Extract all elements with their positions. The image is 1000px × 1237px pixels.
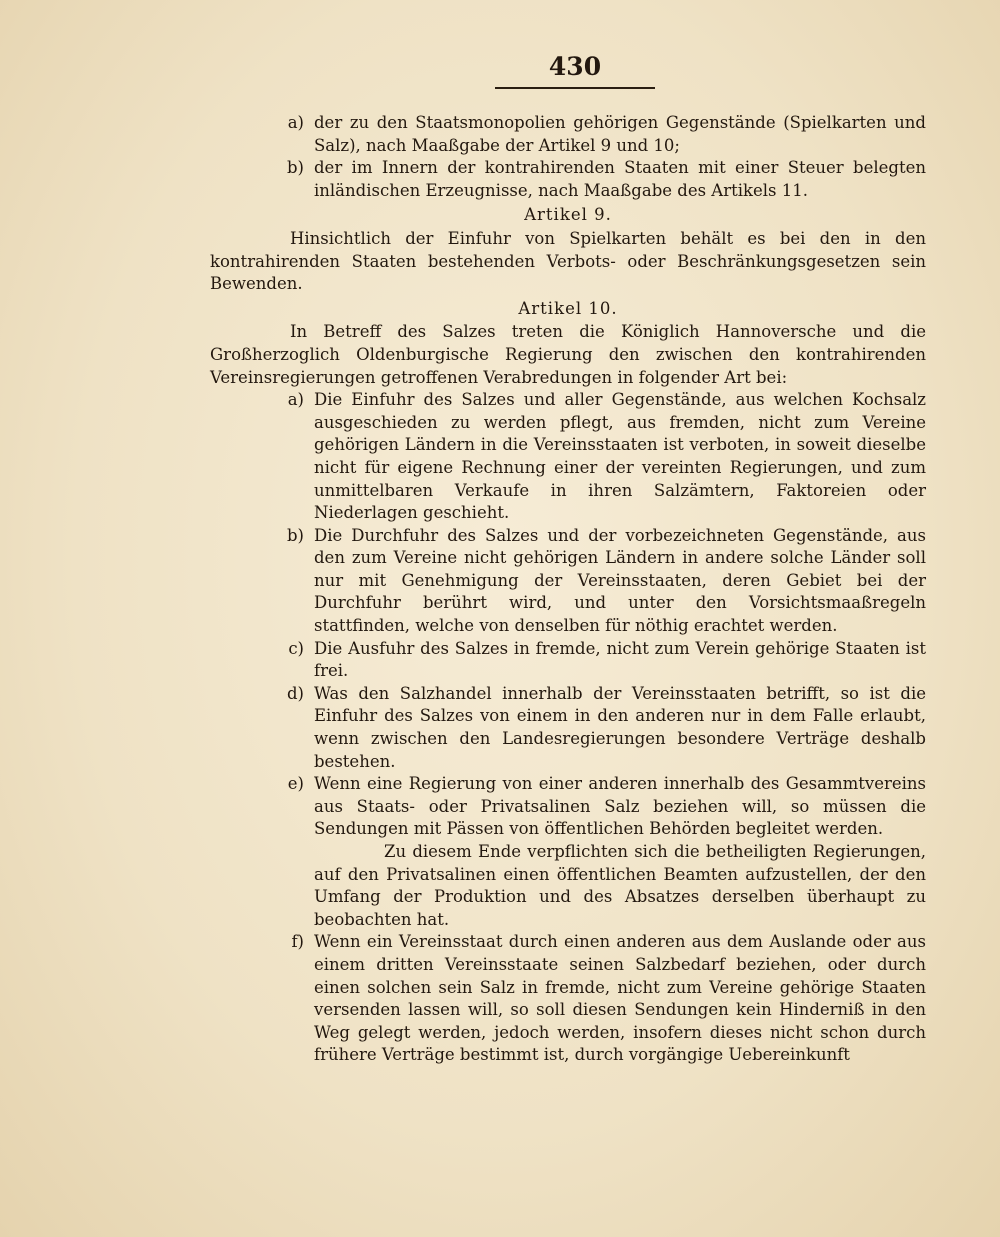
article-10-item-e [210,773,926,931]
article-10-item-b [210,525,926,638]
page-number: 430 [548,52,602,81]
intro-item-a [210,112,926,157]
article-10-heading: Artikel 10. [518,298,618,318]
article-9-text: Hinsichtlich der Einfuhr von Spielkarten behält es bei den in den kontrahirenden Staaten bestehenden Verbots- oder Beschränkungsgesetzen sein Bewenden. [210,228,926,294]
item-text: der zu den Staatsmonopolien gehörigen Gegenstände (Spielkarten und Salz), nach Maaßgabe der Artikel 9 und 10; [314,113,926,155]
item-e-subparagraph: Zu diesem Ende verpflichten sich die betheiligten Regierungen, auf den Privatsalinen einen öffentlichen Beamten aufzustellen, der den Umfang der Produktion und des Absatzes derselben überhaupt zu beobachten hat. [314,842,926,929]
article-10-intro: In Betreff des Salzes treten die Königlich Hannoversche und die Großherzoglich Oldenburgische Regierung den zwischen den kontrahirenden Vereinsregierungen getroffenen Verabredungen in folgender Art bei: [210,322,926,387]
article-10-item-d [210,683,926,773]
body-text [210,112,926,1067]
item-text: Wenn ein Vereinsstaat durch einen anderen aus dem Auslande oder aus einem dritten Vereinsstaate seinen Salzbedarf beziehen, oder durch einen solchen sein Salz in fremde, nicht zum Vereine gehörige Staaten versenden lassen will, so soll diesen Sendungen kein Hinderniß in den Weg gelegt werden, jedoch werden, insofern dieses nicht schon durch frühere Verträge bestimmt ist, durch vorgängige Uebereinkunft [314,932,926,1065]
item-text: der im Innern der kontrahirenden Staaten mit einer Steuer belegten inländischen Erzeugnisse, nach Maaßgabe des Artikels 11. [314,158,926,200]
article-9-heading: Artikel 9. [524,205,612,225]
item-marker: c) [288,638,304,658]
item-marker: b) [287,158,304,178]
item-marker: f) [291,932,304,952]
item-marker: d) [287,683,304,703]
article-10-item-c [210,638,926,683]
article-10-item-f [210,931,926,1067]
header-rule [495,87,655,89]
item-text: Die Durchfuhr des Salzes und der vorbezeichneten Gegenstände, aus den zum Vereine nicht gehörigen Ländern in andere solche Länder soll nur mit Genehmigung der Vereinsstaaten, deren Gebiet bei der Durchfuhr berührt wird, und unter den Vorsichtsmaaßregeln stattfinden, welche von denselben für nöthig erachtet werden. [314,525,926,636]
item-marker: b) [287,525,304,545]
item-text: Wenn eine Regierung von einer anderen innerhalb des Gesammtvereins aus Staats- oder Privatsalinen Salz beziehen will, so müssen die Sendungen mit Pässen von öffentlichen Behörden begleitet werden. [314,774,926,839]
intro-item-b [210,157,926,202]
item-text: Die Einfuhr des Salzes und aller Gegenstände, aus welchen Kochsalz ausgeschieden zu werden pflegt, aus fremden, nicht zum Vereine gehörigen Ländern in die Vereinsstaaten ist verboten, in soweit dieselbe nicht für eigene Rechnung einer der vereinten Regierungen, und zum unmittelbaren Verkaufe in ihren Salzämtern, Faktoreien oder Niederlagen geschieht. [314,390,926,523]
article-10-item-a [210,389,926,525]
item-marker: a) [287,390,304,410]
item-text: Was den Salzhandel innerhalb der Vereinsstaaten betrifft, so ist die Einfuhr des Salzes von einem in den anderen nur in dem Falle erlaubt, wenn zwischen den Landesregierungen besondere Verträge deshalb bestehen. [314,683,926,771]
item-marker: e) [287,774,304,794]
item-text: Die Ausfuhr des Salzes in fremde, nicht zum Verein gehörige Staaten ist frei. [314,638,926,681]
item-marker: a) [287,113,304,132]
